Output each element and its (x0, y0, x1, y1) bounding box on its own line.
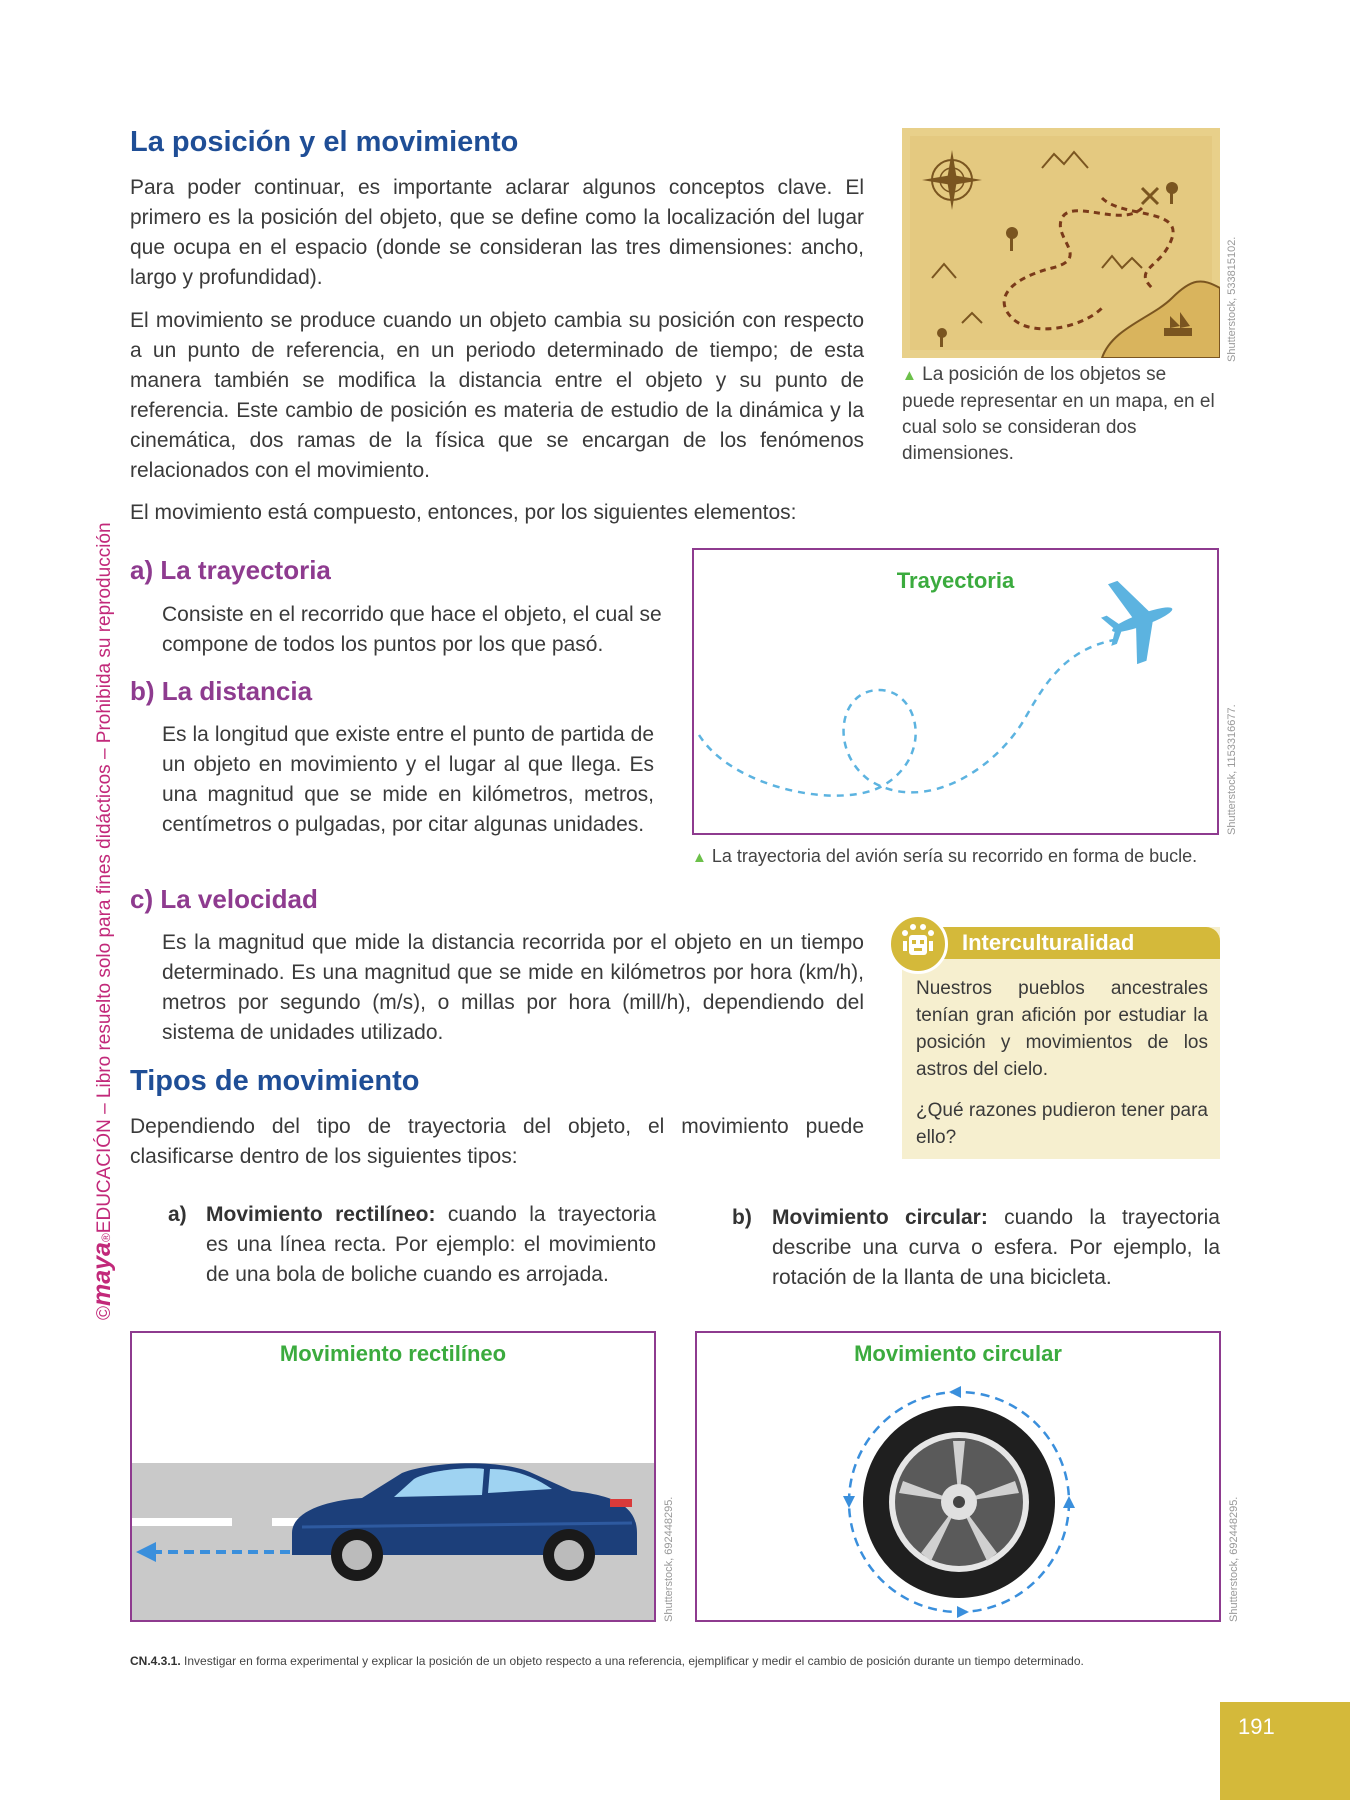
type-b-letter: b) (732, 1206, 752, 1229)
map-caption (902, 362, 1222, 467)
trajectory-credit: Shutterstock, 1153316677. (1226, 704, 1238, 835)
type-b-description: cuando la trayectoria describe una curva o esfera. Por ejemplo, la rotación de la llanta de una bicicleta. (772, 1206, 1220, 1289)
type-a-description: cuando la trayectoria es una línea recta. Por ejemplo: el movimiento de una bola de boliche cuando es arrojada. (206, 1203, 656, 1286)
map-caption-text: La posición de los objetos se puede representar en un mapa, en el cual solo se consideran dos dimensiones. (902, 364, 1215, 464)
linear-motion-credit: Shutterstock, 692448295. (663, 1496, 675, 1622)
treasure-map-image (902, 128, 1220, 358)
intro-paragraph-2: El movimiento se produce cuando un objeto cambia su posición con respecto a un punto de referencia, en un periodo determinado de tiempo; de esta manera también se modifica la distancia entre el objeto y su punto de referencia. Este cambio de posición es materia de estudio de la dinámica y la cinemática, dos ramas de la física que se encargan de los fenómenos relacionados con el movimiento. (130, 309, 864, 482)
heading-types: Tipos de movimiento (130, 1065, 420, 1097)
element-b-heading: b) La distancia (130, 676, 313, 706)
intro-paragraph-3: El movimiento está compuesto, entonces, por los siguientes elementos: (130, 501, 797, 524)
type-a-letter: a) (168, 1203, 187, 1226)
trajectory-title: Trayectoria (896, 568, 1015, 593)
interculturalidad-title: Interculturalidad (962, 930, 1135, 955)
circular-motion-credit: Shutterstock, 692448295. (1228, 1496, 1240, 1622)
interculturalidad-box (902, 927, 1220, 1159)
airplane-icon (1091, 567, 1186, 671)
interculturalidad-header (902, 927, 1220, 959)
type-b-text (772, 1203, 1220, 1293)
type-a-term: Movimiento rectilíneo: (206, 1203, 436, 1226)
copyright-symbol: © (94, 1306, 115, 1320)
triangle-icon: ▲ (902, 367, 917, 384)
side-margin-text: EDUCACIÓN – Libro resuelto solo para fines didácticos – Prohibida su reproducción (94, 522, 115, 1234)
element-a-heading: a) La trayectoria (130, 555, 331, 585)
footnote-code: CN.4.3.1. (130, 1654, 181, 1668)
types-intro: Dependiendo del tipo de trayectoria del objeto, el movimiento puede clasificarse dentro de los siguientes tipos: (130, 1115, 864, 1168)
element-c-text: Es la magnitud que mide la distancia recorrida por el objeto en un tiempo determinado. Es una magnitud que se mide en kilómetros por hora (km/h), metros por segundo (m/s), o millas por hora (mill/h), dependiendo del sistema de unidades utilizado. (162, 931, 864, 1044)
culture-mask-icon (888, 914, 948, 974)
curriculum-footnote (130, 1654, 1240, 1668)
linear-motion-title: Movimiento rectilíneo (279, 1341, 507, 1366)
element-b-text: Es la longitud que existe entre el punto de partida de un objeto en movimiento y el lugar al que llega. Es una magnitud que se mide en kilómetros, metros, centímetros o pulgadas, por citar algunas unidades. (162, 723, 654, 836)
linear-motion-figure (130, 1331, 656, 1622)
triangle-icon: ▲ (692, 849, 707, 866)
element-c-heading: c) La velocidad (130, 884, 318, 914)
trajectory-caption-text: La trayectoria del avión sería su recorrido en forma de bucle. (711, 846, 1198, 866)
type-b-term: Movimiento circular: (772, 1206, 988, 1229)
circular-motion-title: Movimiento circular (854, 1341, 1062, 1366)
map-credit: Shutterstock, 533815102. (1226, 236, 1238, 362)
registered-symbol: ® (99, 1233, 113, 1243)
type-a-text (206, 1200, 656, 1290)
wheel-icon (863, 1406, 1055, 1598)
heading-position: La posición y el movimiento (130, 126, 519, 158)
interculturalidad-p2: ¿Qué razones pudieron tener para ello? (916, 1100, 1208, 1148)
intro-paragraph-1: Para poder continuar, es importante aclarar algunos conceptos clave. El primero es la posición del objeto, que se define como la localización del lugar que ocupa en el espacio (donde se consideran las tres dimensiones: ancho, largo y profundidad). (130, 176, 864, 289)
interculturalidad-p1: Nuestros pueblos ancestrales tenían gran afición por estudiar la posición y movimientos de los astros del cielo. (916, 978, 1208, 1080)
circular-motion-figure (695, 1331, 1221, 1622)
page-number-tab (1220, 1702, 1350, 1800)
page-number: 191 (1238, 1714, 1275, 1739)
footnote-text: Investigar en forma experimental y explicar la posición de un objeto respecto a una referencia, ejemplificar y medir el cambio de posición durante un tiempo determinado. (180, 1654, 1084, 1668)
element-a-text: Consiste en el recorrido que hace el objeto, el cual se compone de todos los puntos por los que pasó. (162, 603, 662, 656)
trajectory-figure (692, 548, 1219, 835)
brand-logo: maya (88, 1242, 116, 1306)
trajectory-caption (692, 843, 1252, 871)
